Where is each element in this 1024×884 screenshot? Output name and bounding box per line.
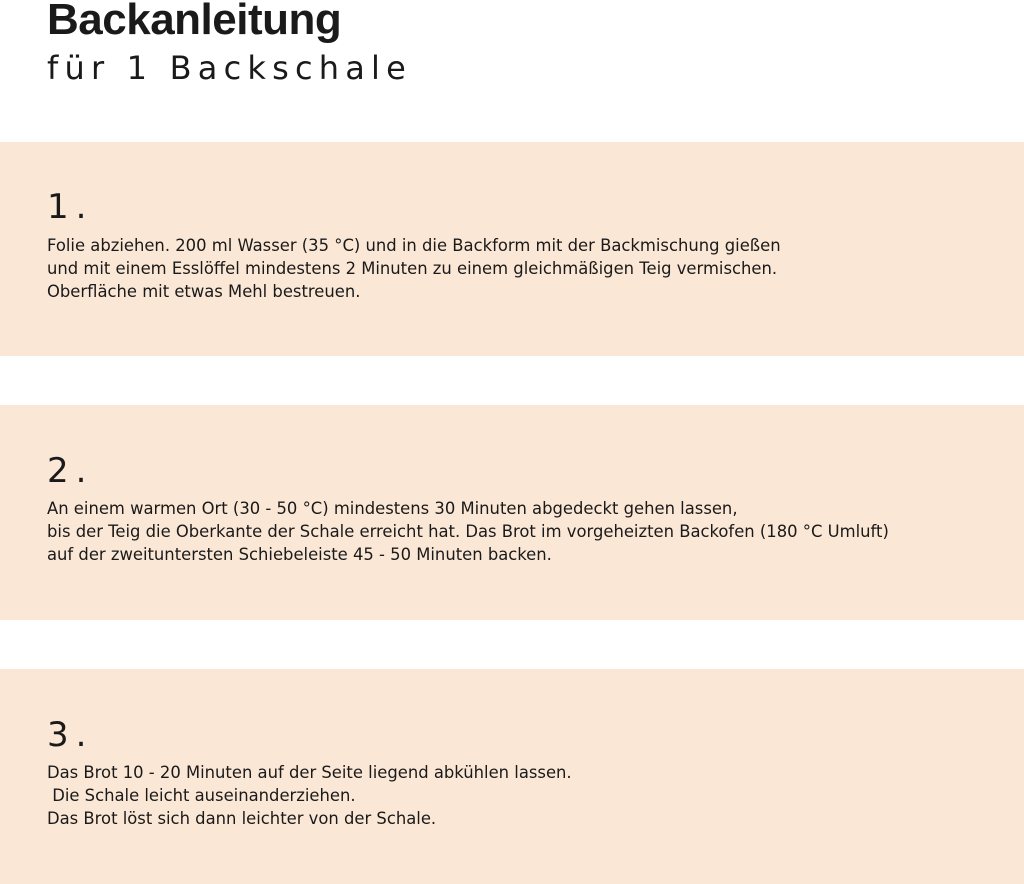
step-2-line-1: An einem warmen Ort (30 - 50 °C) mindestens 30 Minuten abgedeckt gehen lassen,	[47, 499, 738, 518]
step-2-text	[47, 497, 889, 566]
step-1-line-3: Oberfläche mit etwas Mehl bestreuen.	[47, 282, 361, 301]
step-3-line-2: Die Schale leicht auseinanderziehen.	[47, 786, 356, 805]
page-subtitle: für 1 Backschale	[47, 49, 413, 87]
step-1-number: 1.	[47, 187, 94, 227]
step-2-panel	[0, 405, 1024, 620]
step-3-line-3: Das Brot löst sich dann leichter von der Schale.	[47, 809, 437, 828]
step-3-panel	[0, 669, 1024, 884]
step-1-text	[47, 234, 781, 303]
step-2-number: 2.	[47, 451, 94, 491]
step-3-number: 3.	[47, 715, 94, 755]
step-1-line-2: und mit einem Esslöffel mindestens 2 Minuten zu einem gleichmäßigen Teig vermischen.	[47, 259, 778, 278]
step-3-line-1: Das Brot 10 - 20 Minuten auf der Seite liegend abkühlen lassen.	[47, 763, 572, 782]
step-2-line-2: bis der Teig die Oberkante der Schale erreicht hat. Das Brot im vorgeheizten Backofen (180 °C Umluft)	[47, 522, 889, 541]
step-1-panel	[0, 142, 1024, 356]
step-1-line-1: Folie abziehen. 200 ml Wasser (35 °C) und in die Backform mit der Backmischung gießen	[47, 236, 781, 255]
step-3-text	[47, 761, 572, 830]
page-title: Backanleitung	[47, 0, 342, 44]
step-2-line-3: auf der zweituntersten Schiebeleiste 45 - 50 Minuten backen.	[47, 545, 552, 564]
